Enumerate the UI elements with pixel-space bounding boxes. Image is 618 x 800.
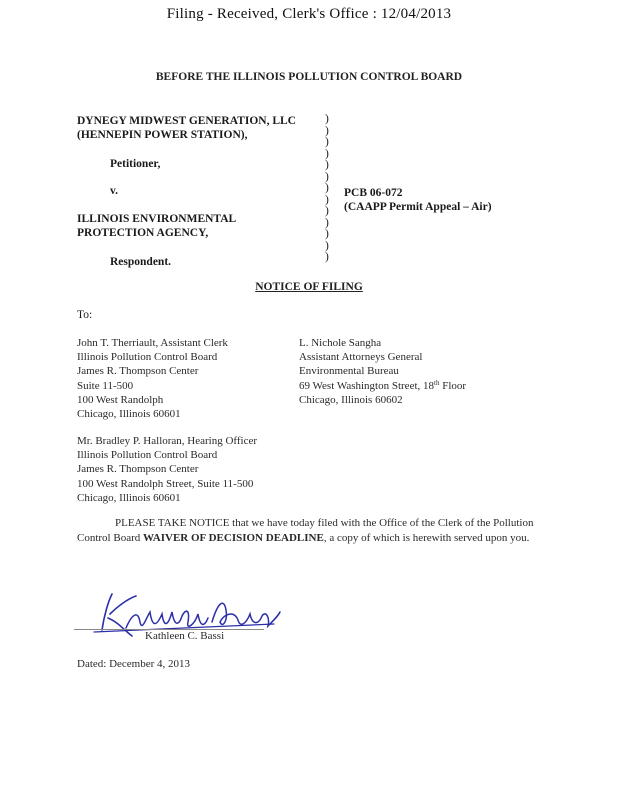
case-caption <box>77 113 557 268</box>
paren: ) <box>325 136 329 148</box>
signer-name: Kathleen C. Bassi <box>145 630 225 642</box>
address-line: Assistant Attorneys General <box>299 351 423 364</box>
petitioner-name-line2: (HENNEPIN POWER STATION), <box>77 129 248 141</box>
respondent-name-line2: PROTECTION AGENCY, <box>77 227 209 239</box>
case-number-block <box>344 186 492 214</box>
address-line: Mr. Bradley P. Halloran, Hearing Officer <box>77 435 258 447</box>
paren: ) <box>325 113 329 125</box>
address-floor: Floor <box>439 379 467 392</box>
signature-stroke <box>126 611 208 628</box>
notice-body-paragraph <box>77 516 547 545</box>
address-line: Chicago, Illinois 60601 <box>77 408 181 421</box>
paren: ) <box>325 147 329 160</box>
body-text-end: , a copy of which is herewith served upon you. <box>323 531 530 544</box>
address-line: Environmental Bureau <box>299 365 399 378</box>
address-line: Illinois Pollution Control Board <box>77 351 218 364</box>
address-line: Chicago, Illinois 60601 <box>77 491 181 504</box>
paren: ) <box>325 205 329 217</box>
paren: ) <box>325 159 329 171</box>
address-line: 100 West Randolph Street, Suite 11-500 <box>77 477 254 490</box>
paren: ) <box>325 170 329 183</box>
address-line: L. Nichole Sangha <box>299 337 382 349</box>
address-line: James R. Thompson Center <box>77 365 199 378</box>
document-title-bold: WAIVER OF DECISION DEADLINE <box>143 531 324 544</box>
paren: ) <box>325 182 329 194</box>
filing-stamp: Filing - Received, Clerk's Office : 12/04/2013 <box>166 6 452 22</box>
versus-label: v. <box>110 185 118 197</box>
paren: ) <box>325 124 329 137</box>
address-line: John T. Therriault, Assistant Clerk <box>77 337 228 349</box>
caption-parentheses <box>325 114 335 264</box>
dated-line: Dated: December 4, 2013 <box>77 658 191 670</box>
recipient-clerk-address <box>77 336 228 421</box>
body-text-start: PLEASE TAKE NOTICE that we have today filed with the Office of the Clerk of the Pollution Control Board <box>77 517 534 544</box>
case-type: (CAAPP Permit Appeal – Air) <box>344 201 492 213</box>
respondent-role: Respondent. <box>110 256 172 268</box>
paren: ) <box>325 228 329 240</box>
board-title: BEFORE THE ILLINOIS POLLUTION CONTROL BOARD <box>155 71 463 83</box>
address-street: 69 West Washington Street, 18 <box>299 379 435 392</box>
recipient-attorney-address <box>299 336 466 407</box>
case-number: PCB 06-072 <box>344 187 403 199</box>
paren: ) <box>325 251 329 263</box>
notice-title: NOTICE OF FILING <box>255 281 363 293</box>
address-line: Illinois Pollution Control Board <box>77 449 218 462</box>
recipient-hearing-officer-address <box>77 434 257 505</box>
ordinal-suffix: th <box>434 378 440 387</box>
address-line: James R. Thompson Center <box>77 463 199 476</box>
address-line <box>299 379 466 393</box>
address-line: Suite 11-500 <box>77 379 134 392</box>
address-line: Chicago, Illinois 60602 <box>299 393 403 406</box>
paren: ) <box>325 193 329 206</box>
petitioner-role: Petitioner, <box>110 158 161 170</box>
address-line: 100 West Randolph <box>77 393 164 406</box>
signature-stroke <box>212 603 280 626</box>
paren: ) <box>325 216 329 229</box>
petitioner-name-line1: DYNEGY MIDWEST GENERATION, LLC <box>77 115 296 127</box>
respondent-name-line1: ILLINOIS ENVIRONMENTAL <box>77 213 237 225</box>
paren: ) <box>325 239 329 252</box>
to-label: To: <box>77 309 93 321</box>
